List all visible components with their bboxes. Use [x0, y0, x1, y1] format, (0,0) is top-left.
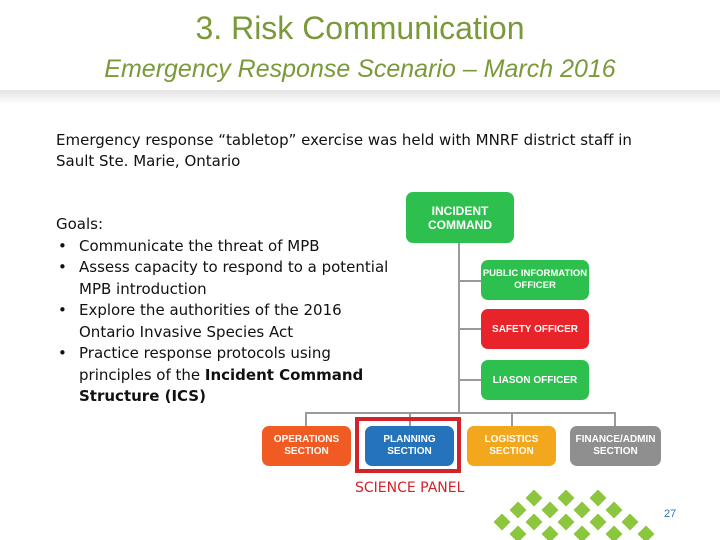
goal-item-text: Practice response protocols using principles of the [79, 344, 331, 384]
science-panel-label: SCIENCE PANEL [355, 480, 465, 496]
goal-item-bold-text: Incident Command Structure (ICS) [79, 365, 364, 405]
incident-command-line-1: INCIDENT [431, 203, 489, 218]
liaison-officer-label: LIASON OFFICER [492, 374, 578, 386]
goal-item: • Explore the authorities of the 2016 Ontario Invasive Species Act [56, 300, 396, 343]
operations-line-2: SECTION [284, 446, 329, 457]
logistics-line-2: SECTION [489, 446, 534, 457]
slide-subtitle: Emergency Response Scenario – March 2016 [104, 55, 616, 83]
goal-item: • Communicate the threat of MPB [56, 236, 396, 258]
public-information-line-1: PUBLIC INFORMATION [482, 268, 588, 279]
public-information-line-2: OFFICER [514, 280, 556, 291]
incident-command-line-2: COMMAND [428, 217, 492, 232]
slide-title: 3. Risk Communication [195, 10, 525, 46]
operations-line-1: OPERATIONS [273, 434, 340, 445]
planning-line-2: SECTION [387, 446, 432, 457]
intro-line-2: Sault Ste. Marie, Ontario [56, 152, 241, 170]
logistics-line-1: LOGISTICS [484, 434, 539, 445]
planning-line-1: PLANNING [383, 434, 436, 445]
goal-item: • Assess capacity to respond to a potential MPB introduction [56, 257, 396, 300]
safety-officer-label: SAFETY OFFICER [492, 323, 578, 335]
intro-line-1: Emergency response “tabletop” exercise was held with MNRF district staff in [56, 131, 632, 149]
finance-line-1: FINANCE/ADMIN [575, 434, 656, 445]
page-number: 27 [664, 508, 677, 520]
finance-line-2: SECTION [593, 446, 638, 457]
goals-heading: Goals: [56, 215, 104, 233]
